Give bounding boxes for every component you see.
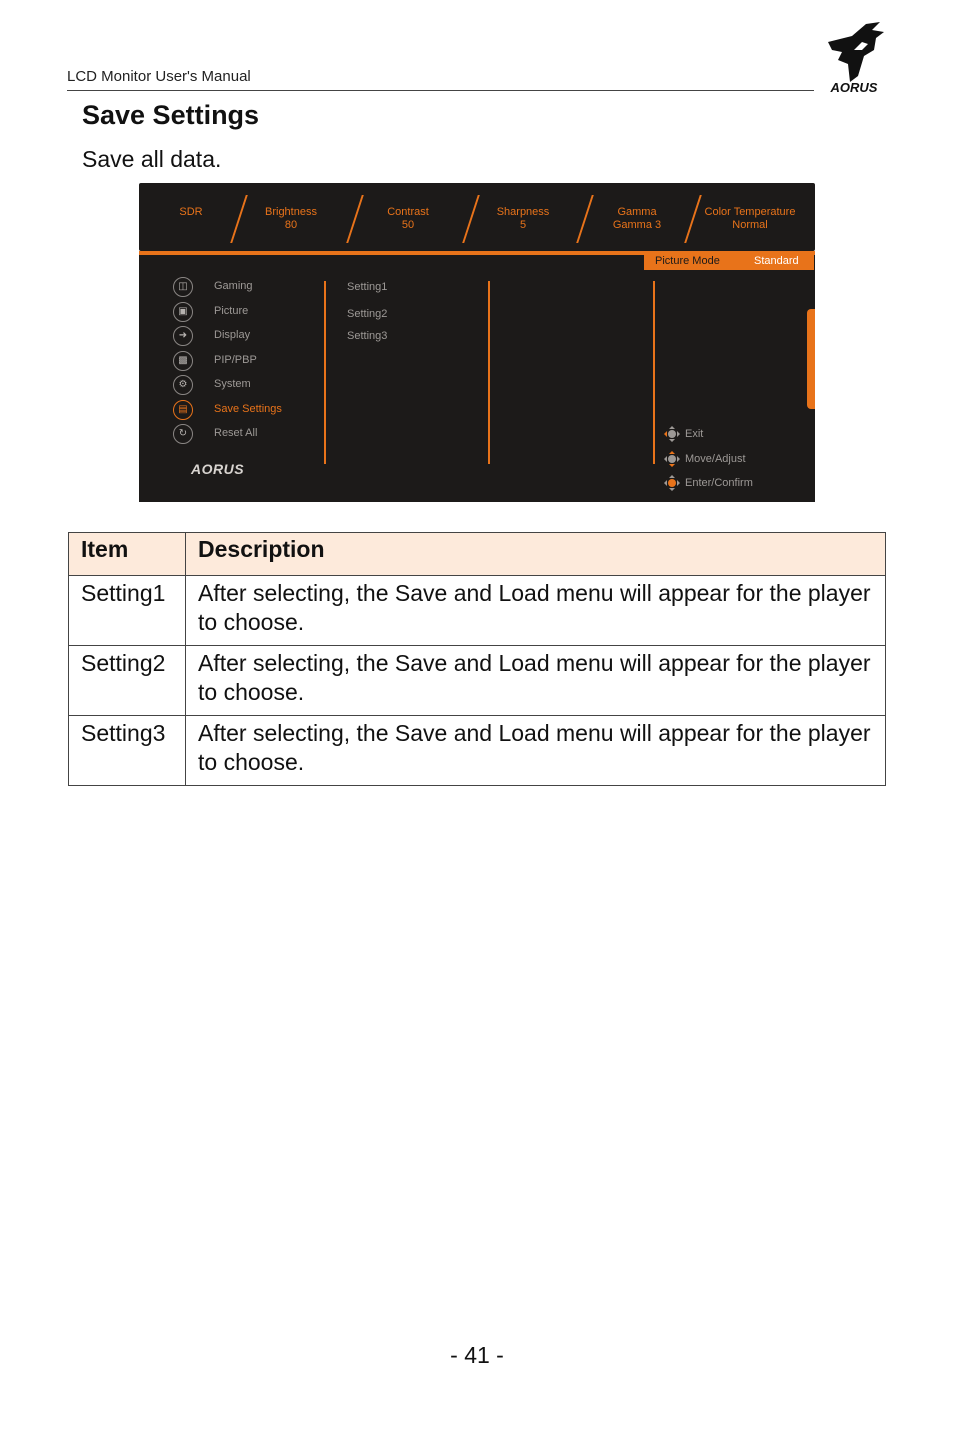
osd-menu-screenshot bbox=[139, 183, 815, 502]
table-cell-description: After selecting, the Save and Load menu will appear for the player to choose. bbox=[186, 716, 886, 786]
picture-icon: ▣ bbox=[173, 302, 193, 322]
header-rule bbox=[67, 90, 814, 91]
gamepad-icon: ◫ bbox=[173, 277, 193, 297]
menu-item-label: Reset All bbox=[214, 427, 258, 439]
menu-item-label: Gaming bbox=[214, 280, 253, 292]
table-cell-description: After selecting, the Save and Load menu will appear for the player to choose. bbox=[186, 646, 886, 716]
menu-item-label: Picture bbox=[214, 305, 249, 317]
menu-item-label: System bbox=[214, 378, 251, 390]
table-header-item: Item bbox=[69, 533, 186, 576]
table-row bbox=[69, 576, 886, 646]
settings-description-table bbox=[68, 532, 886, 786]
quick-item-value: 5 bbox=[519, 219, 527, 231]
menu-item-system[interactable] bbox=[173, 375, 313, 397]
reset-icon: ↻ bbox=[173, 424, 193, 444]
menu-item-label: Save Settings bbox=[214, 403, 282, 415]
aorus-logo bbox=[818, 20, 890, 96]
menu-item-save-settings[interactable] bbox=[173, 400, 313, 422]
joystick-press-icon bbox=[663, 474, 681, 492]
table-cell-item: Setting2 bbox=[69, 646, 186, 716]
quick-item-label: Gamma bbox=[617, 206, 657, 218]
quick-item-value: 50 bbox=[401, 219, 415, 231]
quick-item-contrast[interactable] bbox=[353, 206, 463, 232]
menu-item-label: PIP/PBP bbox=[214, 354, 257, 366]
column-divider bbox=[653, 281, 655, 464]
page-number: - 41 - bbox=[450, 1342, 504, 1368]
menu-item-picture[interactable] bbox=[173, 302, 313, 324]
save-icon: ▤ bbox=[173, 400, 193, 420]
nav-hint-exit bbox=[663, 425, 783, 445]
pip-icon: ▩ bbox=[173, 351, 193, 371]
nav-hint-enter-confirm bbox=[663, 474, 783, 494]
table-cell-item: Setting1 bbox=[69, 576, 186, 646]
page-title: Save Settings bbox=[82, 100, 260, 130]
column-divider bbox=[488, 281, 490, 464]
quick-item-label: SDR bbox=[179, 206, 203, 218]
joystick-move-icon bbox=[663, 450, 681, 468]
menu-item-reset-all[interactable] bbox=[173, 424, 313, 446]
quick-item-color-temperature[interactable] bbox=[691, 206, 809, 232]
submenu-item-setting1[interactable]: Setting1 bbox=[347, 281, 388, 293]
picture-mode-value: Standard bbox=[754, 255, 799, 267]
intro-text: Save all data. bbox=[82, 146, 222, 172]
nav-hint-label: Enter/Confirm bbox=[685, 477, 753, 489]
table-header-row bbox=[69, 533, 886, 576]
column-divider bbox=[324, 281, 326, 464]
quick-item-label: Color Temperature bbox=[704, 206, 796, 218]
quick-item-gamma[interactable] bbox=[582, 206, 692, 232]
display-input-icon: ➜ bbox=[173, 326, 193, 346]
quick-item-label: Brightness bbox=[265, 206, 317, 218]
nav-hint-label: Exit bbox=[685, 428, 704, 440]
menu-item-display[interactable] bbox=[173, 326, 313, 348]
quick-item-brightness[interactable] bbox=[236, 206, 346, 232]
menu-item-gaming[interactable] bbox=[173, 277, 313, 299]
quick-item-sdr[interactable] bbox=[136, 206, 246, 219]
table-cell-description: After selecting, the Save and Load menu will appear for the player to choose. bbox=[186, 576, 886, 646]
table-header-description: Description bbox=[186, 533, 886, 576]
joystick-left-icon bbox=[663, 425, 681, 443]
quick-item-sharpness[interactable] bbox=[468, 206, 578, 232]
submenu-item-setting2[interactable]: Setting2 bbox=[347, 308, 388, 320]
osd-aorus-logo: AORUS bbox=[191, 461, 245, 477]
nav-hint-label: Move/Adjust bbox=[685, 453, 746, 465]
quick-item-value: 80 bbox=[284, 219, 298, 231]
menu-item-label: Display bbox=[214, 329, 251, 341]
quick-item-value: Normal bbox=[732, 219, 768, 231]
table-row bbox=[69, 716, 886, 786]
quick-item-value: Gamma 3 bbox=[612, 219, 662, 231]
table-row bbox=[69, 646, 886, 716]
nav-hint-move-adjust bbox=[663, 450, 783, 470]
quick-item-label: Sharpness bbox=[496, 206, 550, 218]
picture-mode-label: Picture Mode bbox=[655, 255, 720, 267]
gear-icon: ⚙ bbox=[173, 375, 193, 395]
menu-item-pip-pbp[interactable] bbox=[173, 351, 313, 373]
osd-side-tab bbox=[807, 309, 815, 409]
quick-item-label: Contrast bbox=[387, 206, 429, 218]
aorus-logo-text: AORUS bbox=[830, 80, 878, 95]
header-title: LCD Monitor User's Manual bbox=[67, 68, 251, 85]
table-cell-item: Setting3 bbox=[69, 716, 186, 786]
submenu-item-setting3[interactable]: Setting3 bbox=[347, 330, 388, 342]
